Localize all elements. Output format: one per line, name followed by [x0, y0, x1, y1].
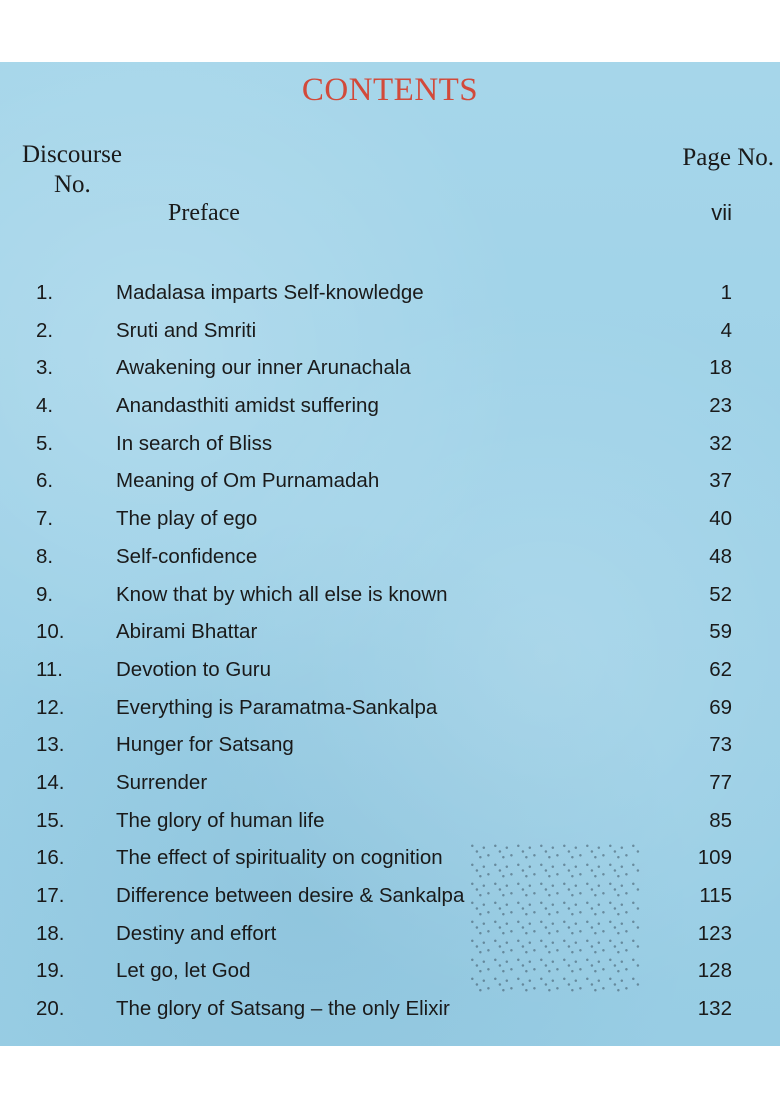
entry-page-number: 48: [709, 544, 732, 568]
entry-page-number: 85: [709, 808, 732, 832]
entry-title: Meaning of Om Purnamadah: [116, 469, 380, 493]
discourse-number-header: [22, 140, 122, 200]
entry-page-number: 32: [709, 431, 732, 455]
entry-number: 14.: [36, 770, 65, 794]
entry-page-number: 52: [709, 582, 732, 606]
entry-number: 8.: [36, 544, 54, 568]
contents-entry: [0, 771, 780, 809]
contents-entry: [0, 281, 780, 319]
entry-page-number: 73: [709, 733, 732, 757]
entry-title: Anandasthiti amidst suffering: [116, 394, 379, 418]
contents-entry: [0, 432, 780, 470]
contents-entry: [0, 884, 780, 922]
contents-entry: [0, 583, 780, 621]
contents-entry: [0, 658, 780, 696]
page-title: CONTENTS: [301, 72, 479, 108]
contents-entry: [0, 469, 780, 507]
entry-title: The glory of Satsang – the only Elixir: [116, 997, 450, 1021]
contents-entry: [0, 922, 780, 960]
entry-number: 12.: [36, 695, 65, 719]
entry-number: 20.: [36, 997, 65, 1021]
entry-number: 19.: [36, 959, 65, 983]
entry-page-number: 128: [697, 959, 732, 983]
entry-title: The glory of human life: [116, 808, 325, 832]
entry-number: 4.: [36, 394, 54, 418]
contents-entry: [0, 319, 780, 357]
contents-entry: [0, 733, 780, 771]
entry-page-number: 62: [709, 657, 732, 681]
preface-page-number: vii: [711, 200, 732, 225]
entry-page-number: 123: [697, 921, 732, 945]
entry-number: 15.: [36, 808, 65, 832]
entry-page-number: 115: [699, 884, 732, 907]
entry-title: The effect of spirituality on cognition: [116, 846, 443, 870]
entry-page-number: 132: [697, 997, 732, 1021]
paper-specks: [470, 842, 640, 992]
contents-entry: [0, 959, 780, 997]
entry-title: Madalasa imparts Self-knowledge: [116, 281, 424, 304]
entry-title: Destiny and effort: [116, 921, 277, 945]
entry-page-number: 40: [709, 507, 732, 531]
entry-title: Surrender: [116, 770, 208, 794]
entry-number: 11.: [36, 657, 63, 681]
contents-list: [0, 281, 780, 1035]
entry-number: 13.: [36, 733, 65, 757]
entry-number: 16.: [36, 846, 65, 870]
entry-page-number: 1: [720, 281, 732, 304]
contents-entry: [0, 356, 780, 394]
page-number-header: Page No.: [682, 144, 774, 171]
entry-number: 17.: [36, 884, 65, 907]
entry-number: 7.: [36, 507, 54, 531]
discourse-header-line1: Discourse: [22, 141, 122, 168]
entry-page-number: 4: [720, 318, 732, 342]
entry-number: 10.: [36, 620, 65, 644]
entry-number: 1.: [36, 281, 54, 304]
contents-entry: [0, 846, 780, 884]
entry-title: Let go, let God: [116, 959, 251, 983]
entry-title: In search of Bliss: [116, 431, 273, 455]
entry-title: Hunger for Satsang: [116, 733, 294, 757]
contents-entry: [0, 545, 780, 583]
entry-title: Devotion to Guru: [116, 657, 271, 681]
entry-title: Self-confidence: [116, 544, 258, 568]
entry-number: 5.: [36, 431, 54, 455]
preface-title: Preface: [168, 200, 240, 226]
entry-title: Difference between desire & Sankalpa: [116, 884, 465, 907]
entry-title: Know that by which all else is known: [116, 582, 448, 606]
contents-entry: [0, 620, 780, 658]
entry-title: The play of ego: [116, 507, 258, 531]
entry-title: Sruti and Smriti: [116, 318, 257, 342]
entry-page-number: 77: [709, 770, 732, 794]
discourse-header-line2: No.: [54, 171, 91, 198]
entry-title: Awakening our inner Arunachala: [116, 356, 411, 380]
entry-number: 18.: [36, 921, 65, 945]
contents-entry: [0, 997, 780, 1035]
entry-title: Everything is Paramatma-Sankalpa: [116, 695, 438, 719]
entry-number: 9.: [36, 582, 54, 606]
entry-page-number: 69: [709, 695, 732, 719]
entry-page-number: 59: [709, 620, 732, 644]
entry-page-number: 37: [709, 469, 732, 493]
entry-number: 6.: [36, 469, 54, 493]
contents-entry: [0, 394, 780, 432]
contents-page: [0, 62, 780, 1046]
entry-page-number: 109: [697, 846, 732, 870]
contents-entry: [0, 696, 780, 734]
entry-number: 2.: [36, 318, 54, 342]
entry-number: 3.: [36, 356, 54, 380]
contents-entry: [0, 507, 780, 545]
entry-page-number: 18: [709, 356, 732, 380]
entry-title: Abirami Bhattar: [116, 620, 258, 644]
contents-entry: [0, 809, 780, 847]
entry-page-number: 23: [709, 394, 732, 418]
